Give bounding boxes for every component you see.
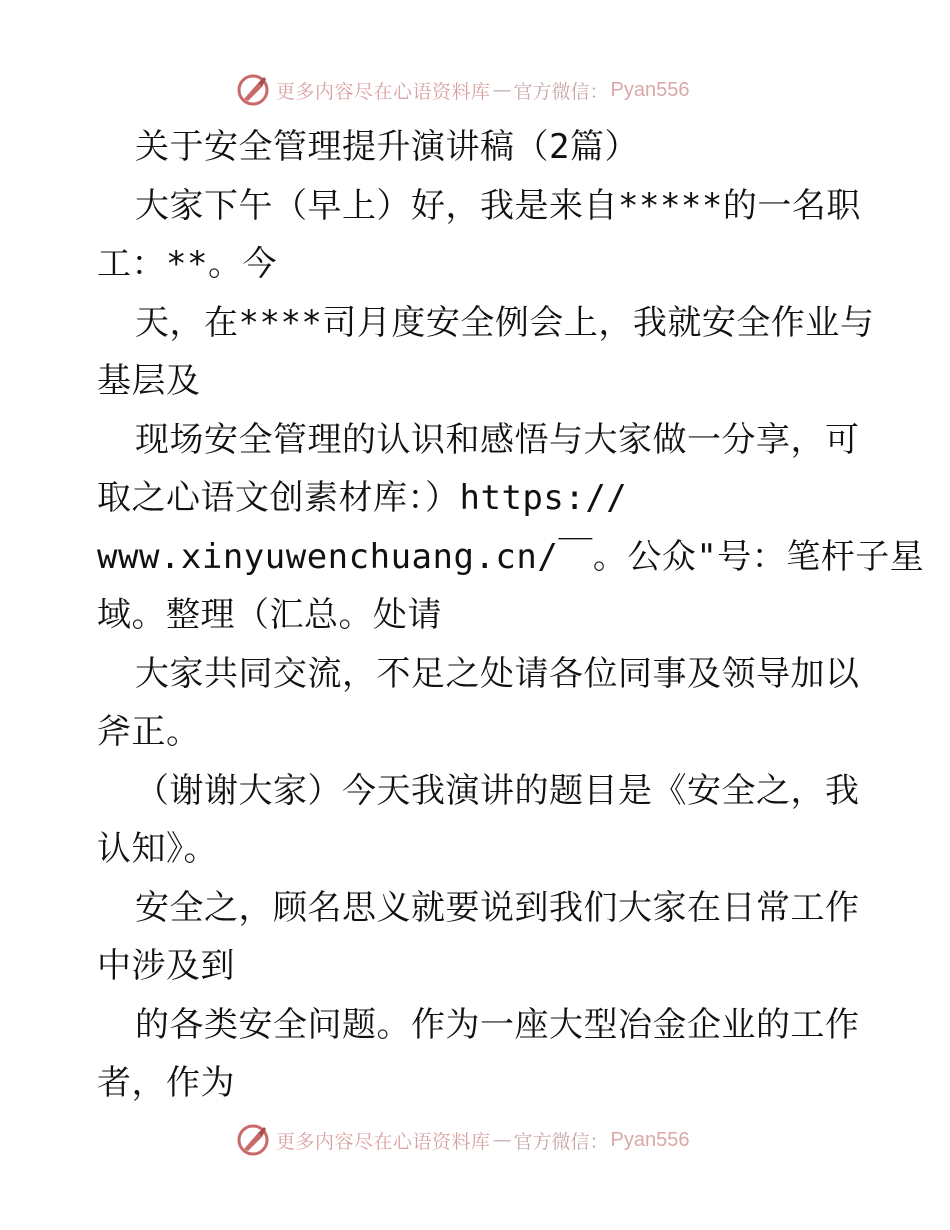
text-line: 取之心语文创素材库：）https:// [97, 478, 628, 518]
text-line: 域。整理（汇总。处请 [97, 595, 442, 635]
text-line: 工：**。今 [97, 244, 277, 284]
text-line: 天，在****司月度安全例会上，我就安全作业与 [135, 302, 875, 343]
text-line: 的各类安全问题。作为一座大型冶金企业的工作 [135, 1004, 860, 1045]
footer-brand-text: 更多内容尽在心语资料库 [276, 1130, 491, 1153]
text-line: 者，作为 [97, 1063, 235, 1103]
text-line: 斧正。 [97, 712, 201, 752]
header-watermark [236, 72, 690, 108]
text-line: 中涉及到 [97, 946, 235, 986]
pen-logo-icon [236, 1123, 270, 1157]
header-wechat-label: 官方微信： [513, 80, 609, 103]
text-line: 基层及 [97, 361, 201, 401]
text-line: 大家共同交流，不足之处请各位同事及领导加以 [135, 653, 860, 694]
text-line: 安全之，顾名思义就要说到我们大家在日常工作 [135, 887, 860, 928]
footer-wechat-id: Pyan556 [610, 1128, 690, 1151]
text-line: （谢谢大家）今天我演讲的题目是《安全之，我 [135, 770, 860, 811]
document-title: 关于安全管理提升演讲稿（2篇） [135, 127, 639, 167]
text-line: 认知》。 [97, 829, 218, 869]
document-body [97, 118, 925, 1113]
header-brand-text: 更多内容尽在心语资料库 [276, 80, 491, 103]
header-wechat-id: Pyan556 [610, 78, 690, 101]
text-line: 现场安全管理的认识和感悟与大家做一分享，可 [135, 419, 860, 460]
footer-watermark [236, 1122, 690, 1158]
pen-logo-icon [236, 73, 270, 107]
footer-separator: — [492, 1129, 512, 1151]
text-line: 大家下午（早上）好，我是来自*****的一名职 [135, 185, 861, 226]
text-line: www.xinyuwenchuang.cn/￣。公众"号：笔杆子星 [97, 536, 925, 577]
footer-wechat-label: 官方微信： [513, 1130, 609, 1153]
header-separator: — [492, 79, 512, 101]
